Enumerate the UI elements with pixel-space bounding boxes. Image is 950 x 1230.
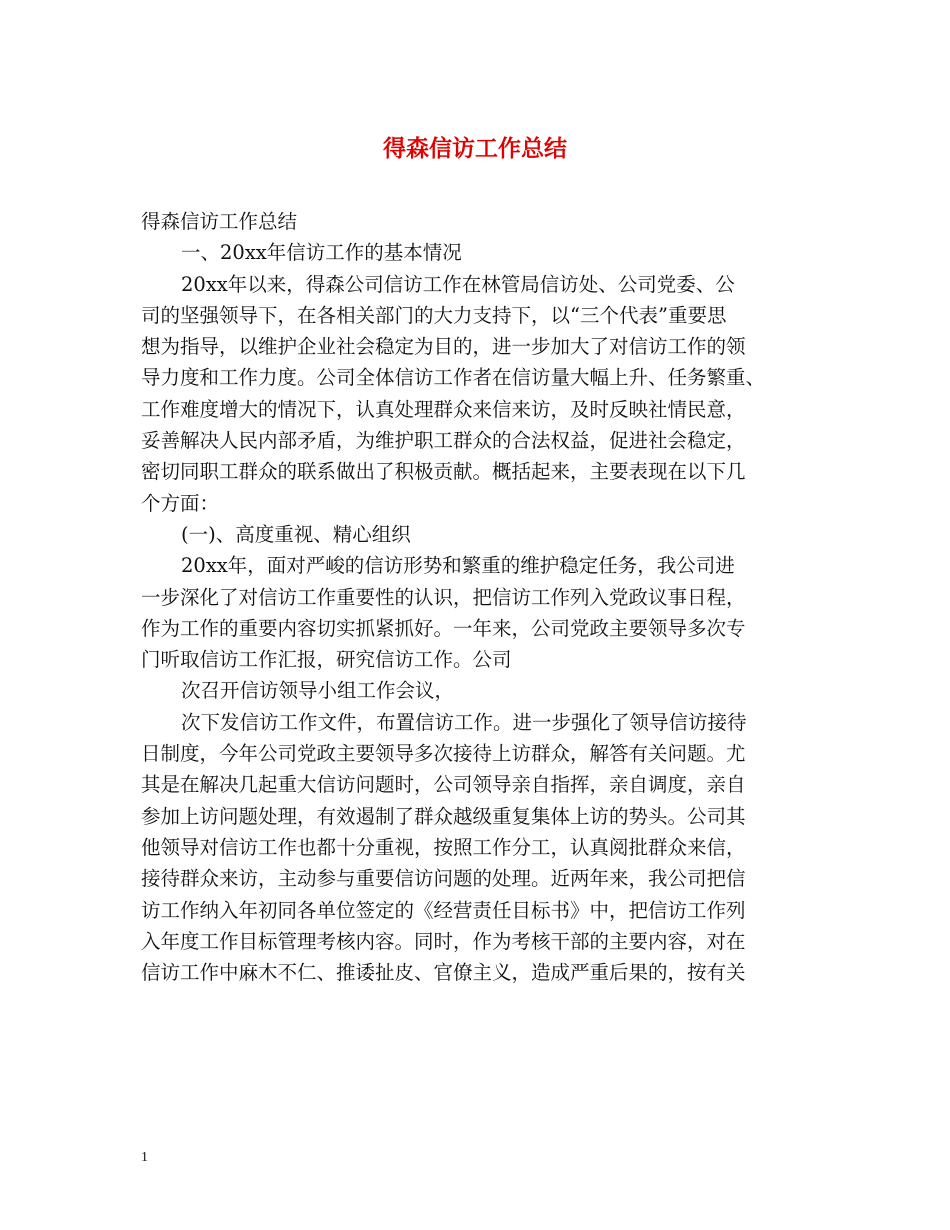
body-line: 个方面： — [141, 491, 220, 515]
body-line: 作为工作的重要内容切实抓紧抓好。一年来，公司党政主要领导多次专 — [141, 616, 746, 640]
body-line: 司的坚强领导下，在各相关部门的大力支持下，以“三个代表”重要思 — [141, 303, 727, 327]
body-line: 次召开信访领导小组工作会议， — [181, 679, 455, 703]
body-line: 妥善解决人民内部矛盾，为维护职工群众的合法权益，促进社会稳定， — [141, 429, 746, 453]
body-line: 参加上访问题处理，有效遏制了群众越级重复集体上访的势头。公司其 — [141, 804, 746, 828]
body-line: 导力度和工作力度。公司全体信访工作者在信访量大幅上升、任务繁重、 — [141, 366, 766, 390]
body-line: 20xx年以来，得森公司信访工作在林管局信访处、公司党委、公 — [181, 272, 735, 296]
body-line: 一步深化了对信访工作重要性的认识，把信访工作列入党政议事日程， — [141, 585, 746, 609]
body-line: 工作难度增大的情况下，认真处理群众来信来访，及时反映社情民意， — [141, 397, 746, 421]
body-line: 接待群众来访，主动参与重要信访问题的处理。近两年来，我公司把信 — [141, 867, 746, 891]
body-line: 20xx年，面对严峻的信访形势和繁重的维护稳定任务，我公司进 — [181, 554, 735, 578]
document-body — [141, 206, 821, 988]
body-line: 访工作纳入年初同各单位签定的《经营责任目标书》中，把信访工作列 — [141, 898, 746, 922]
body-line: 一、20xx年信访工作的基本情况 — [181, 241, 462, 265]
body-line: 次下发信访工作文件，布置信访工作。进一步强化了领导信访接待 — [181, 710, 747, 734]
body-line: 信访工作中麻木不仁、推诿扯皮、官僚主义，造成严重后果的，按有关 — [141, 961, 746, 985]
body-line: 密切同职工群众的联系做出了积极贡献。概括起来，主要表现在以下几 — [141, 460, 746, 484]
body-line: 他领导对信访工作也都十分重视，按照工作分工，认真阅批群众来信， — [141, 835, 746, 859]
body-line: (一)、高度重视、精心组织 — [181, 522, 411, 546]
body-line: 门听取信访工作汇报，研究信访工作。公司 — [141, 648, 512, 672]
body-line: 入年度工作目标管理考核内容。同时，作为考核干部的主要内容，对在 — [141, 929, 746, 953]
page-number: 1 — [141, 1150, 148, 1165]
body-line: 日制度，今年公司党政主要领导多次接待上访群众，解答有关问题。尤 — [141, 742, 746, 766]
body-line: 想为指导，以维护企业社会稳定为目的，进一步加大了对信访工作的领 — [141, 335, 746, 359]
body-line: 得森信访工作总结 — [141, 210, 298, 233]
document-title: 得森信访工作总结 — [383, 135, 567, 162]
body-line: 其是在解决几起重大信访问题时，公司领导亲自指挥，亲自调度，亲自 — [141, 773, 746, 797]
